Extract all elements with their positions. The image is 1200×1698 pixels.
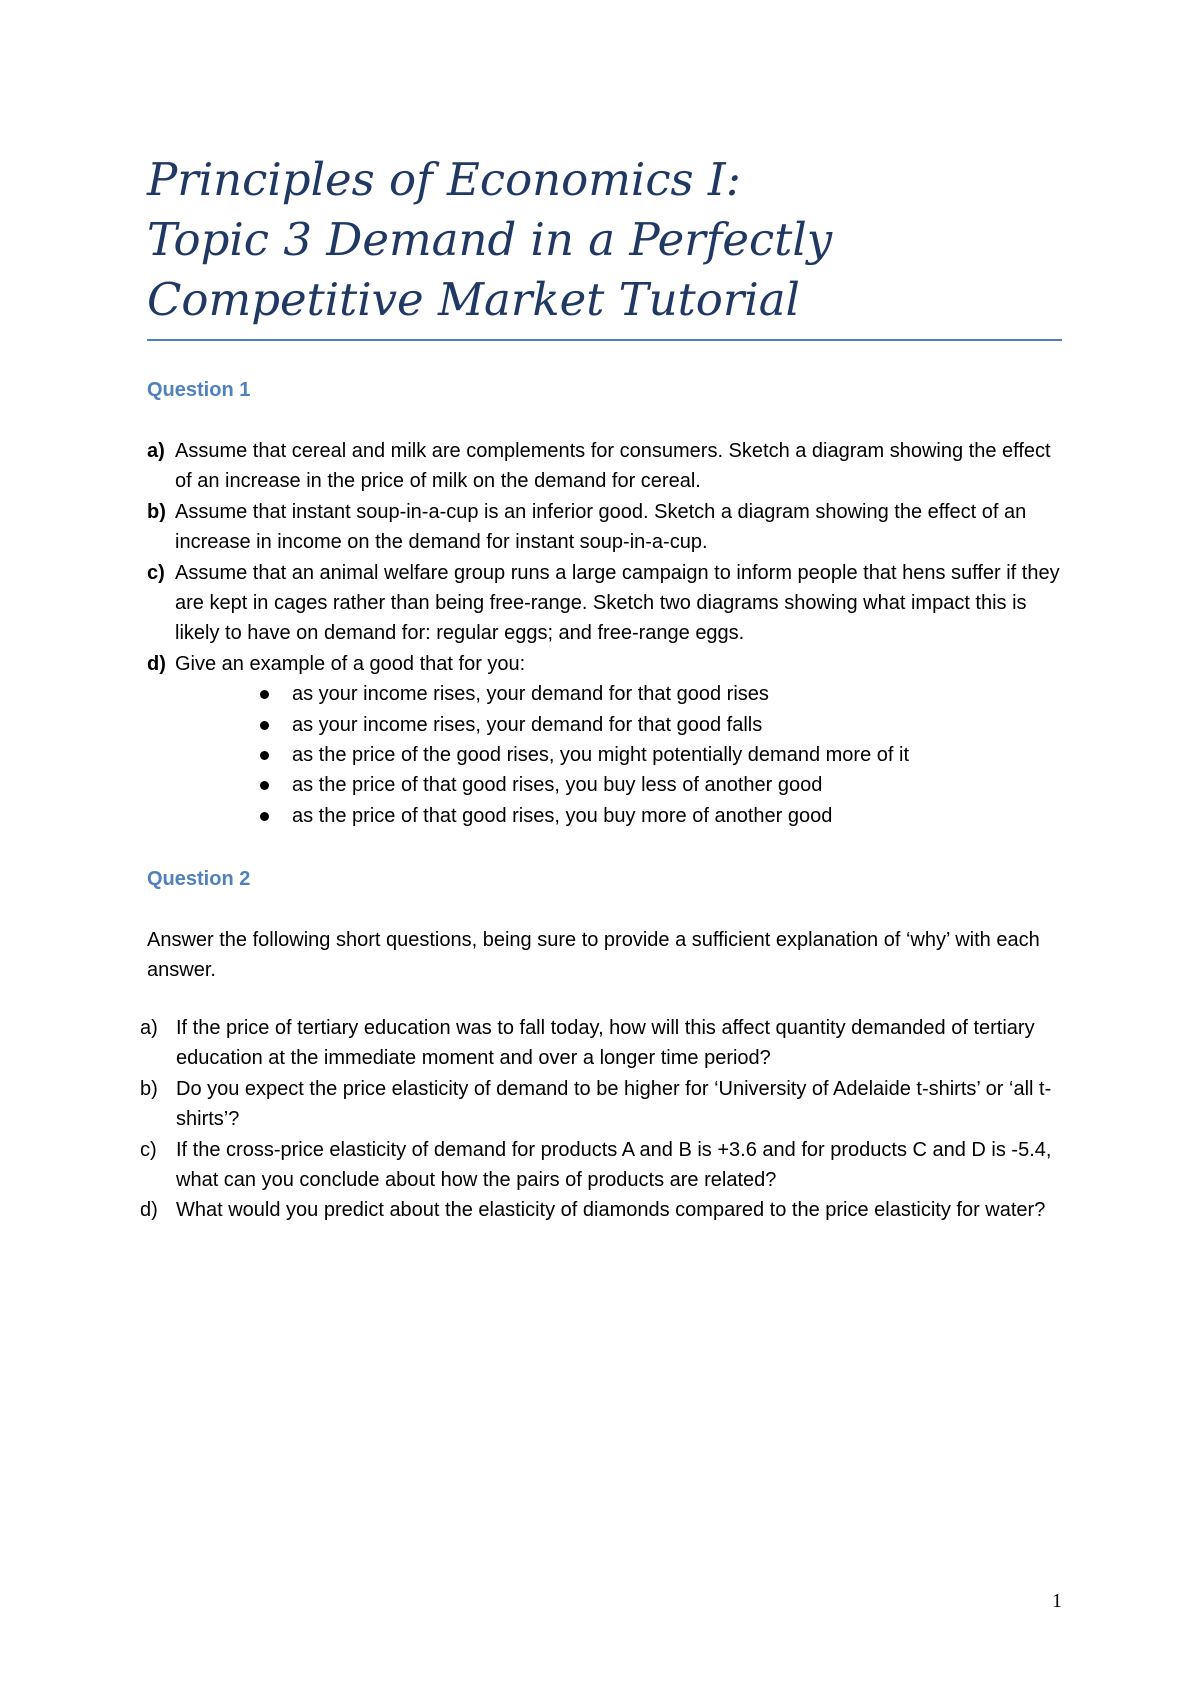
- bullet-item: [147, 679, 1067, 709]
- item-text: What would you predict about the elasticity of diamonds compared to the price elasticity for water?: [176, 1199, 1046, 1222]
- question-1-item-d: [147, 649, 1067, 679]
- bullet-text: as your income rises, your demand for that good rises: [292, 683, 769, 706]
- title-underline-rule: [147, 339, 1062, 341]
- question-1-list: [147, 436, 1067, 831]
- question-2-item-d: [140, 1195, 1067, 1225]
- page-number: 1: [1052, 1590, 1062, 1612]
- question-2-item-a: [140, 1013, 1067, 1074]
- bullet-dot-icon: [260, 721, 269, 730]
- item-marker: b): [140, 1077, 158, 1100]
- question-1-bullets: [147, 679, 1067, 831]
- bullet-text: as your income rises, your demand for that good falls: [292, 713, 763, 736]
- bullet-item: [147, 801, 1067, 831]
- item-marker: c): [147, 561, 165, 584]
- bullet-dot-icon: [260, 751, 269, 760]
- question-2-item-c: [140, 1135, 1067, 1196]
- item-marker: a): [147, 440, 165, 462]
- question-1-bullet-list-container: [147, 679, 1067, 831]
- item-text: Give an example of a good that for you:: [175, 652, 526, 675]
- document-title: [147, 150, 1067, 330]
- bullet-text: as the price of the good rises, you might potentially demand more of it: [292, 744, 910, 767]
- bullet-item: [147, 770, 1067, 800]
- item-text: If the price of tertiary education was to fall today, how will this affect quantity demanded of tertiary education at the immediate moment and over a longer time period?: [176, 1017, 1035, 1070]
- bullet-item: [147, 740, 1067, 770]
- question-2-intro: Answer the following short questions, being sure to provide a sufficient explanation of ‘why’ with each answer.: [147, 929, 1040, 982]
- item-text: Assume that an animal welfare group runs a large campaign to inform people that hens suffer if they are kept in cages rather than being free-range. Sketch two diagrams showing what impact this is likely to have on demand for: regular eggs; and free-range eggs.: [175, 561, 1060, 645]
- bullet-item: [147, 710, 1067, 740]
- item-marker: a): [140, 1017, 158, 1039]
- question-2-list: [140, 1013, 1067, 1226]
- bullet-text: as the price of that good rises, you buy less of another good: [292, 774, 823, 797]
- item-marker: d): [147, 652, 166, 675]
- question-1-heading: Question 1: [147, 379, 251, 401]
- title-line-2: Topic 3 Demand in a Perfectly: [147, 213, 833, 266]
- bullet-dot-icon: [260, 781, 269, 790]
- item-marker: b): [147, 500, 166, 523]
- item-text: If the cross-price elasticity of demand for products A and B is +3.6 and for products C and D is -5.4, what can you conclude about how the pairs of products are related?: [176, 1138, 1052, 1192]
- title-line-3: Competitive Market Tutorial: [147, 273, 800, 326]
- item-text: Do you expect the price elasticity of demand to be higher for ‘University of Adelaide t-shirts’ or ‘all t-shirts’?: [176, 1077, 1052, 1131]
- question-1-item-c: [147, 558, 1067, 649]
- question-1-item-a: [147, 436, 1067, 497]
- bullet-text: as the price of that good rises, you buy more of another good: [292, 804, 833, 827]
- bullet-dot-icon: [260, 690, 269, 699]
- title-line-1: Principles of Economics I:: [147, 153, 741, 206]
- question-1-item-b: [147, 497, 1067, 558]
- question-2-item-b: [140, 1074, 1067, 1135]
- question-2-heading: Question 2: [147, 868, 251, 890]
- item-text: Assume that cereal and milk are complements for consumers. Sketch a diagram showing the effect of an increase in the price of milk on the demand for cereal.: [175, 440, 1051, 493]
- item-text: Assume that instant soup-in-a-cup is an inferior good. Sketch a diagram showing the effect of an increase in income on the demand for instant soup-in-a-cup.: [175, 500, 1027, 554]
- item-marker: d): [140, 1199, 158, 1222]
- bullet-dot-icon: [260, 812, 269, 821]
- item-marker: c): [140, 1138, 157, 1161]
